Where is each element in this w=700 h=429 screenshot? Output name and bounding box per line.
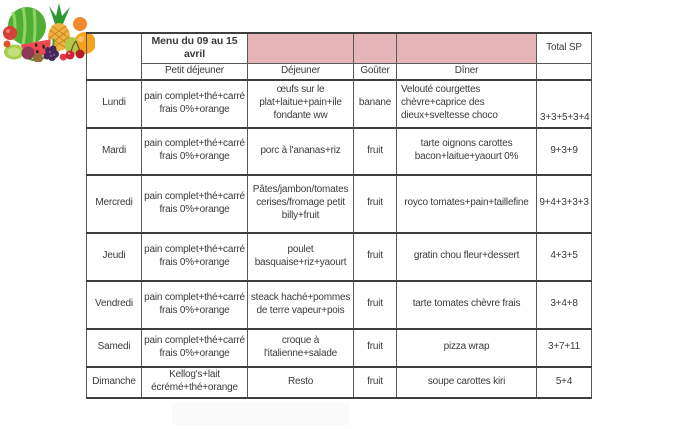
lunch-cell: Resto — [248, 367, 354, 398]
dinner-cell: tarte oignons carottes bacon+laitue+yaourt 0% — [397, 128, 537, 175]
table-row-lundi — [87, 80, 592, 128]
total-cell: 3+4+8 — [537, 281, 592, 329]
lunch-cell: poulet basquaise+riz+yaourt — [248, 233, 354, 281]
header-row-meals — [87, 63, 592, 79]
fruits-clipart — [3, 2, 95, 62]
pink-header-cell-diner — [397, 33, 537, 63]
dinner-cell: tarte tomates chèvre frais — [397, 281, 537, 329]
column-header-gouter: Goûter — [354, 63, 397, 79]
breakfast-cell: Kellog's+lait écrémé+thé+orange — [142, 367, 248, 398]
total-cell: 4+3+5 — [537, 233, 592, 281]
day-cell: Vendredi — [87, 281, 142, 329]
breakfast-cell: pain complet+thé+carré frais 0%+orange — [142, 281, 248, 329]
day-cell: Jeudi — [87, 233, 142, 281]
day-cell: Mardi — [87, 128, 142, 175]
dinner-cell: pizza wrap — [397, 329, 537, 367]
table-row-mercredi — [87, 175, 592, 233]
snack-cell: fruit — [354, 281, 397, 329]
total-sp-header: Total SP — [537, 33, 592, 63]
dinner-cell: Velouté courgettes chèvre+caprice des dieux+sveltesse choco — [397, 80, 537, 128]
lunch-cell: œufs sur le plat+laitue+pain+ile fondante ww — [248, 80, 354, 128]
total-cell: 3+3+5+3+4 — [537, 80, 592, 128]
table-row-dimanche — [87, 367, 592, 398]
breakfast-cell: pain complet+thé+carré frais 0%+orange — [142, 233, 248, 281]
pink-header-cell-gouter — [354, 33, 397, 63]
lunch-cell: steack haché+pommes de terre vapeur+pois — [248, 281, 354, 329]
day-cell: Lundi — [87, 80, 142, 128]
table-row-vendredi — [87, 281, 592, 329]
dinner-cell: royco tomates+pain+taillefine — [397, 175, 537, 233]
snack-cell: fruit — [354, 233, 397, 281]
snack-cell: fruit — [354, 175, 397, 233]
total-subheader-cell — [537, 63, 592, 79]
total-cell: 9+3+9 — [537, 128, 592, 175]
breakfast-cell: pain complet+thé+carré frais 0%+orange — [142, 128, 248, 175]
dinner-cell: soupe carottes kiri — [397, 367, 537, 398]
menu-title: Menu du 09 au 15 avril — [142, 33, 248, 63]
snack-cell: banane — [354, 80, 397, 128]
column-header-diner: Dîner — [397, 63, 537, 79]
day-cell: Dimanche — [87, 367, 142, 398]
weekly-menu-table — [86, 32, 592, 399]
column-header-petit-dejeuner: Petit déjeuner — [142, 63, 248, 79]
day-cell: Samedi — [87, 329, 142, 367]
snack-cell: fruit — [354, 128, 397, 175]
total-cell: 5+4 — [537, 367, 592, 398]
breakfast-cell: pain complet+thé+carré frais 0%+orange — [142, 175, 248, 233]
column-header-dejeuner: Déjeuner — [248, 63, 354, 79]
header-row-title — [87, 33, 592, 63]
snack-cell: fruit — [354, 329, 397, 367]
total-cell: 3+7+11 — [537, 329, 592, 367]
dinner-cell: gratin chou fleur+dessert — [397, 233, 537, 281]
table-row-samedi — [87, 329, 592, 367]
lunch-cell: Pâtes/jambon/tomates cerises/fromage petit billy+fruit — [248, 175, 354, 233]
snack-cell: fruit — [354, 367, 397, 398]
breakfast-cell: pain complet+thé+carré frais 0%+orange — [142, 329, 248, 367]
table-row-jeudi — [87, 233, 592, 281]
lunch-cell: porc à l'ananas+riz — [248, 128, 354, 175]
faint-watermark — [172, 403, 350, 425]
breakfast-cell: pain complet+thé+carré frais 0%+orange — [142, 80, 248, 128]
corner-cell — [87, 33, 142, 80]
table-row-mardi — [87, 128, 592, 175]
day-cell: Mercredi — [87, 175, 142, 233]
lunch-cell: croque à l'italienne+salade — [248, 329, 354, 367]
pink-header-cell-dejeuner — [248, 33, 354, 63]
total-cell: 9+4+3+3+3 — [537, 175, 592, 233]
